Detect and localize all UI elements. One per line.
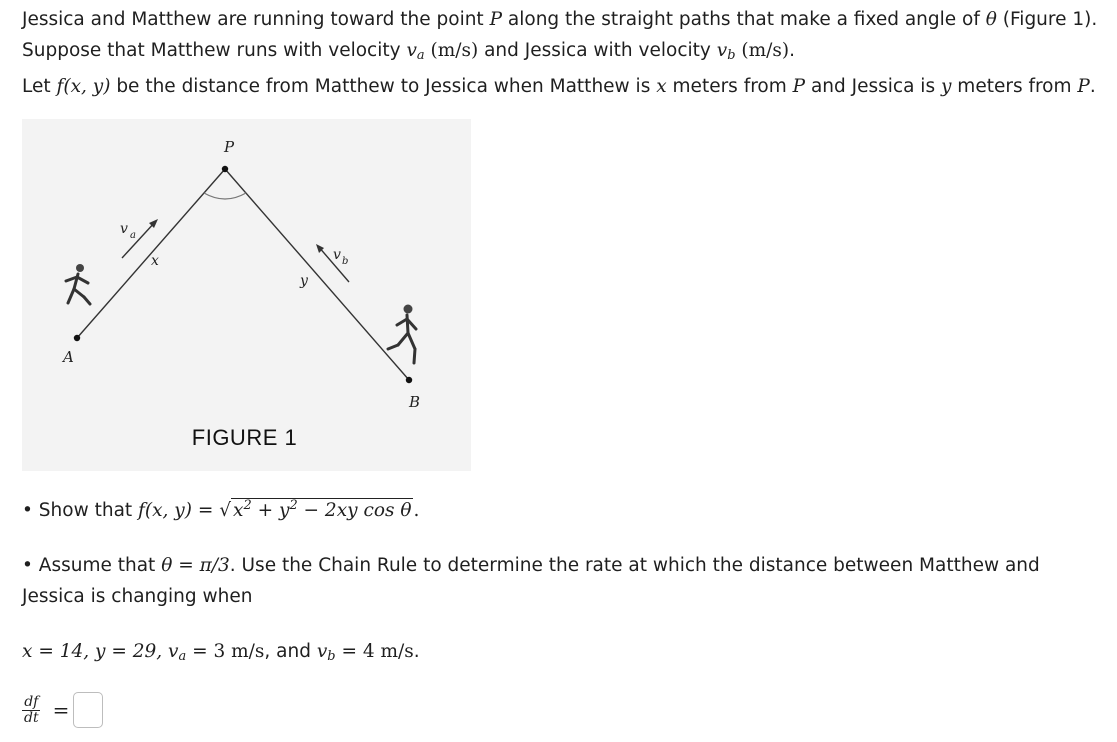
math-v: v [716, 40, 728, 61]
answer-input[interactable] [73, 692, 103, 728]
fraction-denominator: dt [24, 709, 39, 726]
intro-text: . [1089, 76, 1096, 98]
intro-text: be the distance from Matthew to Jessica when Matthew is [110, 76, 657, 98]
intro-text: meters from [951, 76, 1078, 98]
equals-sign: = [52, 698, 70, 722]
label-va: v [120, 221, 128, 237]
label-va-sub: a [130, 230, 136, 241]
point-B [406, 377, 412, 383]
math-subscript-a: a [416, 48, 425, 64]
math-x: x [233, 500, 244, 521]
math-subscript-a: a [178, 649, 187, 665]
given-text: , and [264, 641, 317, 662]
intro-text: meters from [666, 76, 793, 98]
math-y: + y [251, 500, 290, 521]
sqrt-radicand [231, 498, 413, 523]
angle-arc [204, 193, 246, 199]
math-theta-eq: θ = π/3 [161, 555, 230, 576]
sqrt-sign: √ [219, 500, 232, 521]
intro-text: Suppose that Matthew runs with velocity [22, 40, 407, 61]
math-unit: (m/s) [735, 40, 790, 61]
math-P: P [489, 9, 503, 30]
math-subscript-b: b [327, 649, 336, 665]
answer-row [22, 688, 103, 732]
math-term: − 2xy cos θ [297, 500, 412, 521]
label-x: x [151, 253, 159, 269]
label-y: y [300, 273, 308, 289]
question-show-formula [22, 495, 419, 526]
math-y: y [940, 76, 952, 98]
path-b-line [225, 169, 409, 380]
intro-text: and Jessica is [805, 76, 941, 98]
math-v: v [406, 40, 417, 61]
given-values [22, 636, 420, 672]
question-text: • Assume that [22, 555, 162, 576]
question-chain-rule [22, 550, 1102, 612]
given-text: . [413, 641, 420, 662]
intro-text: . [789, 40, 795, 61]
runner-matthew-icon [66, 264, 90, 304]
math-vb-value: = 4 m/s [335, 641, 414, 662]
math-fxy: f(x, y) [56, 76, 111, 98]
label-P: P [224, 138, 235, 156]
figure-diagram [22, 119, 471, 471]
figure-caption [22, 425, 471, 451]
question-text: . Use the Chain Rule to determine the rate at which the distance between Matthew and Jessica is changing when [22, 555, 1040, 607]
figure-1 [22, 119, 471, 471]
math-va-value: = 3 m/s [186, 641, 265, 662]
intro-text: Jessica and Matthew are running toward the point [22, 9, 490, 30]
question-text: • Show that [22, 500, 139, 521]
fraction-numerator: df [24, 693, 39, 710]
point-A [74, 335, 80, 341]
label-A: A [63, 348, 74, 366]
point-P [222, 166, 228, 172]
math-P: P [792, 76, 806, 98]
intro-line-1 [22, 4, 1107, 35]
intro-text: Let [22, 76, 57, 98]
math-v: v [316, 641, 328, 662]
question-text: . [413, 500, 420, 521]
intro-line-2 [22, 35, 1107, 71]
intro-text: and Jessica with velocity [478, 40, 717, 61]
math-x: x [656, 76, 667, 98]
math-exponent: 2 [289, 497, 298, 513]
question-2-text [22, 550, 1102, 612]
label-vb-sub: b [342, 256, 349, 267]
runner-jessica-icon [388, 305, 416, 364]
intro-line-3 [22, 71, 1107, 102]
intro-text: (Figure 1). [996, 9, 1098, 30]
problem-intro [22, 4, 1107, 102]
intro-text: along the straight paths that make a fixed angle of [502, 9, 986, 30]
math-subscript-b: b [727, 48, 736, 64]
math-lhs: f(x, y) = [138, 500, 220, 521]
label-B: B [409, 393, 421, 411]
math-theta: θ [985, 9, 997, 30]
figure-caption-text: FIGURE 1 [191, 425, 298, 450]
math-exponent: 2 [243, 497, 252, 513]
math-given-xy: x = 14, y = 29, v [22, 641, 179, 662]
label-vb: v [333, 247, 341, 263]
math-P: P [1077, 76, 1090, 98]
math-unit: (m/s) [424, 40, 479, 61]
derivative-fraction [22, 695, 41, 726]
